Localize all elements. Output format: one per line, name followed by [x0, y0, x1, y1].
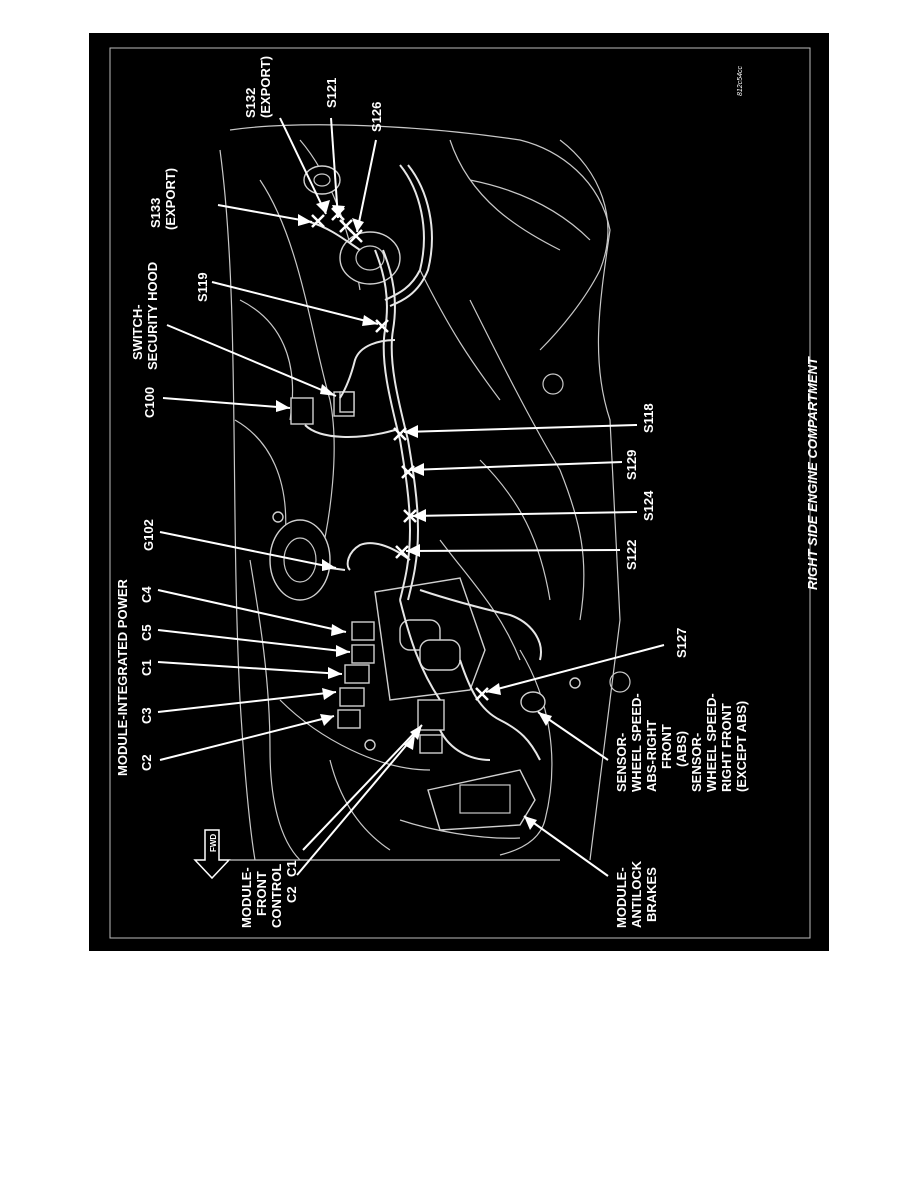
label-module-front-control-line3: CONTROL — [269, 863, 284, 928]
svg-text:FRONT: FRONT — [659, 724, 674, 769]
label-g102: G102 — [141, 519, 156, 551]
svg-text:RIGHT FRONT: RIGHT FRONT — [719, 703, 734, 792]
svg-text:WHEEL SPEED-: WHEEL SPEED- — [704, 693, 719, 792]
label-s126: S126 — [369, 101, 384, 132]
label-s133-line1: S133 — [148, 197, 163, 228]
engine-line-art — [195, 125, 630, 878]
svg-text:SENSOR-: SENSOR- — [689, 732, 704, 792]
label-s118: S118 — [641, 403, 656, 433]
svg-text:(ABS): (ABS) — [674, 730, 689, 767]
label-s119: S119 — [195, 272, 210, 302]
fwd-arrow-label: FWD — [209, 833, 218, 852]
label-c100: C100 — [142, 386, 157, 418]
label-ipm-c2: C2 — [139, 754, 154, 771]
svg-text:SENSOR-: SENSOR- — [614, 732, 629, 792]
label-s133-line2: (EXPORT) — [163, 167, 178, 230]
label-ipm-c5: C5 — [139, 624, 154, 641]
label-s121: S121 — [324, 77, 339, 108]
splice-s127-mark — [476, 688, 488, 700]
label-module-front-control-line1: MODULE- — [239, 867, 254, 928]
label-s122: S122 — [624, 539, 639, 570]
label-switch-security-hood-line1: SWITCH- — [130, 304, 145, 360]
label-switch-security-hood-line2: SECURITY HOOD — [145, 261, 160, 370]
label-s132-line2: (EXPORT) — [258, 55, 273, 118]
leader-lines — [158, 118, 664, 876]
label-s127: S127 — [674, 627, 689, 658]
diagram-caption: RIGHT SIDE ENGINE COMPARTMENT — [805, 357, 820, 590]
label-module-antilock-brakes-line1: MODULE- — [614, 867, 629, 928]
label-module-front-control-line2: FRONT — [254, 871, 269, 916]
svg-text:WHEEL SPEED-: WHEEL SPEED- — [629, 693, 644, 792]
label-ipm-c4: C4 — [139, 586, 154, 603]
label-s132-line1: S132 — [243, 87, 258, 118]
svg-text:ABS-RIGHT: ABS-RIGHT — [644, 719, 659, 792]
label-module-antilock-brakes-line3: BRAKES — [644, 867, 659, 922]
label-module-integrated-power: MODULE-INTEGRATED POWER — [115, 579, 130, 776]
label-s129: S129 — [624, 449, 639, 480]
label-s124: S124 — [641, 490, 656, 521]
label-ipm-c3: C3 — [139, 707, 154, 724]
label-fcm-c1: C1 — [284, 860, 299, 877]
figure-id: 812c54cc — [737, 66, 744, 96]
label-module-antilock-brakes-line2: ANTILOCK — [629, 860, 644, 928]
label-sensor-wheel-speed — [614, 693, 749, 792]
label-fcm-c2: C2 — [284, 886, 299, 903]
label-ipm-c1: C1 — [139, 659, 154, 676]
svg-text:(EXCEPT ABS): (EXCEPT ABS) — [734, 700, 749, 792]
